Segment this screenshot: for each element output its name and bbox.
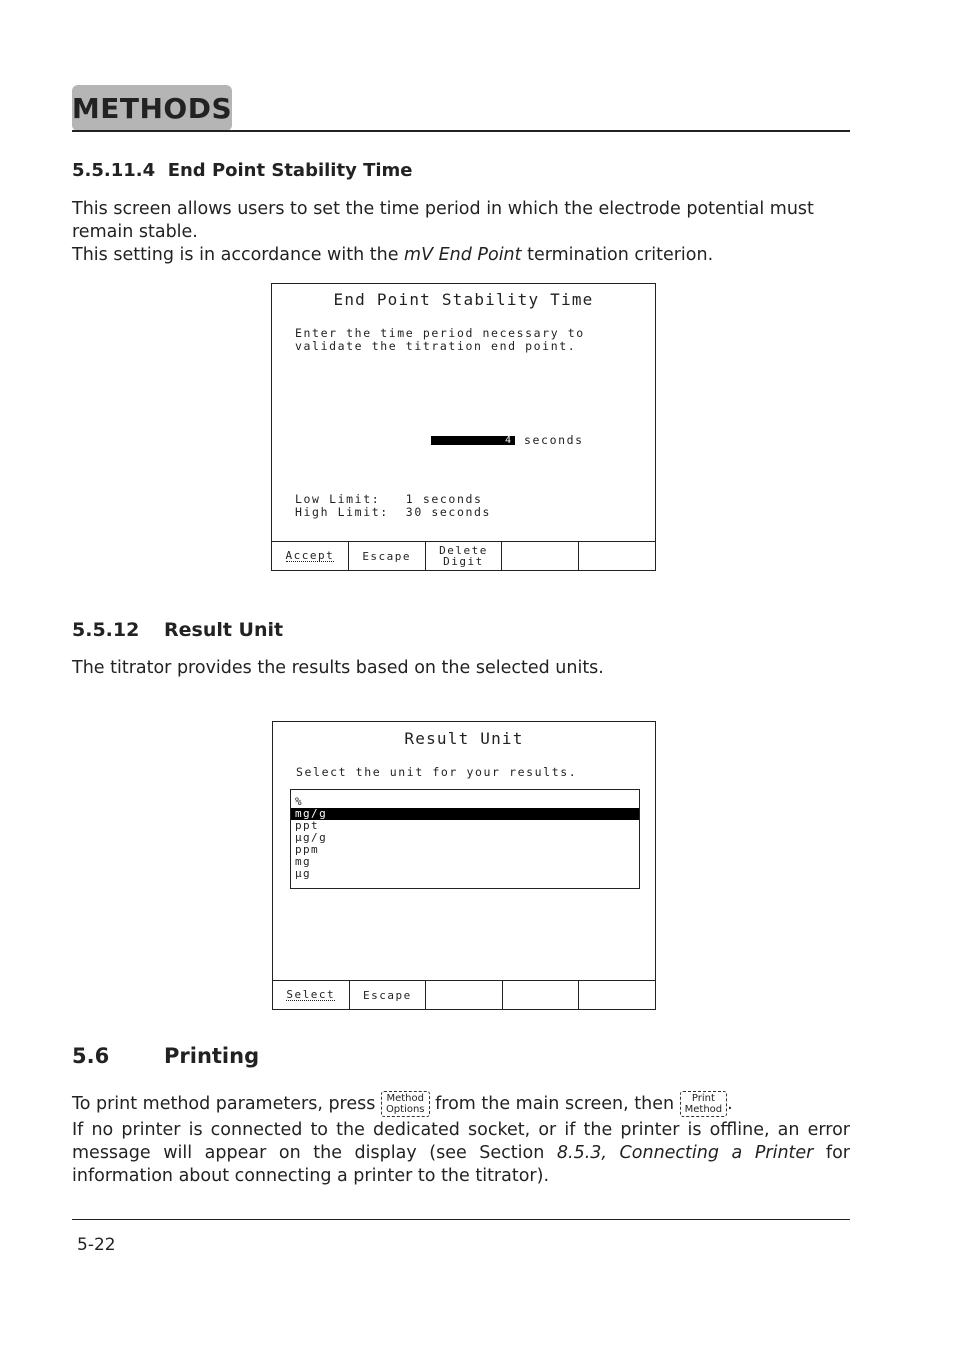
empty-softkey-4[interactable] [503,981,580,1009]
screen-instruction-2: validate the titration end point. [295,339,577,353]
empty-softkey-5[interactable] [579,981,655,1009]
list-item[interactable]: µg [295,867,312,880]
seconds-input[interactable]: 4 [431,436,515,445]
list-item[interactable]: mg [295,855,312,868]
screen-title: Result Unit [404,729,524,748]
page-number: 5-22 [77,1235,116,1255]
section-heading-result-unit [72,619,283,641]
high-limit-label: High Limit: 30 seconds [295,505,492,519]
softkey-bar [273,980,655,1009]
delete-digit-button[interactable]: Delete Digit [426,542,503,570]
stability-note: This setting is in accordance with the mV End Point termination criterion. [72,245,714,265]
method-options-key[interactable]: Method Options [381,1091,430,1117]
list-item[interactable]: ppt [295,819,320,832]
section-number: 5.5.11.4 [72,160,156,181]
screen-prompt: Select the unit for your results. [296,765,578,779]
header-rule [72,130,850,132]
stability-description: This screen allows users to set the time period in which the electrode potential must remain stable. [72,199,814,242]
select-button[interactable]: Select [273,981,350,1009]
footer-rule [72,1219,850,1220]
section-title: Printing [164,1044,260,1068]
empty-softkey-4[interactable] [502,542,579,570]
section-number: 5.6 [72,1044,110,1068]
seconds-unit-label: seconds [524,433,584,447]
list-item[interactable]: % [295,795,304,808]
stability-time-screen [271,283,656,571]
empty-softkey-5[interactable] [579,542,655,570]
result-unit-description: The titrator provides the results based on the selected units. [72,658,604,678]
screen-instruction-1: Enter the time period necessary to [295,326,585,340]
screen-title: End Point Stability Time [333,290,594,309]
printing-error-note: If no printer is connected to the dedicated socket, or if the printer is offline, an error message will appear on the display (see Section 8.5.3, Connecting a Printer for information about connecting a printer to the titrator). [72,1120,850,1186]
section-heading-printing [72,1044,259,1068]
list-item[interactable]: ppm [295,843,320,856]
list-item[interactable]: µg/g [295,831,328,844]
low-limit-label: Low Limit: 1 seconds [295,492,483,506]
escape-button[interactable]: Escape [349,542,426,570]
print-method-key[interactable]: Print Method [680,1091,728,1117]
empty-softkey-3[interactable] [426,981,503,1009]
section-number: 5.5.12 [72,619,140,641]
stability-paragraph [72,198,850,267]
accept-button[interactable]: Accept [272,542,349,570]
section-heading-stability [72,160,413,181]
unit-list[interactable] [290,789,640,889]
softkey-bar [272,541,655,570]
result-unit-screen [272,721,656,1010]
section-reference: 8.5.3, Connecting a Printer [556,1143,814,1163]
escape-button[interactable]: Escape [350,981,427,1009]
mv-end-point-term: mV End Point [404,245,522,265]
section-badge: METHODS [72,85,232,131]
printing-instruction: To print method parameters, press Method Options from the main screen, then Print Method . [72,1093,733,1115]
section-title: End Point Stability Time [167,160,413,181]
section-title: Result Unit [164,619,284,641]
list-item-selected[interactable]: mg/g [291,808,639,820]
